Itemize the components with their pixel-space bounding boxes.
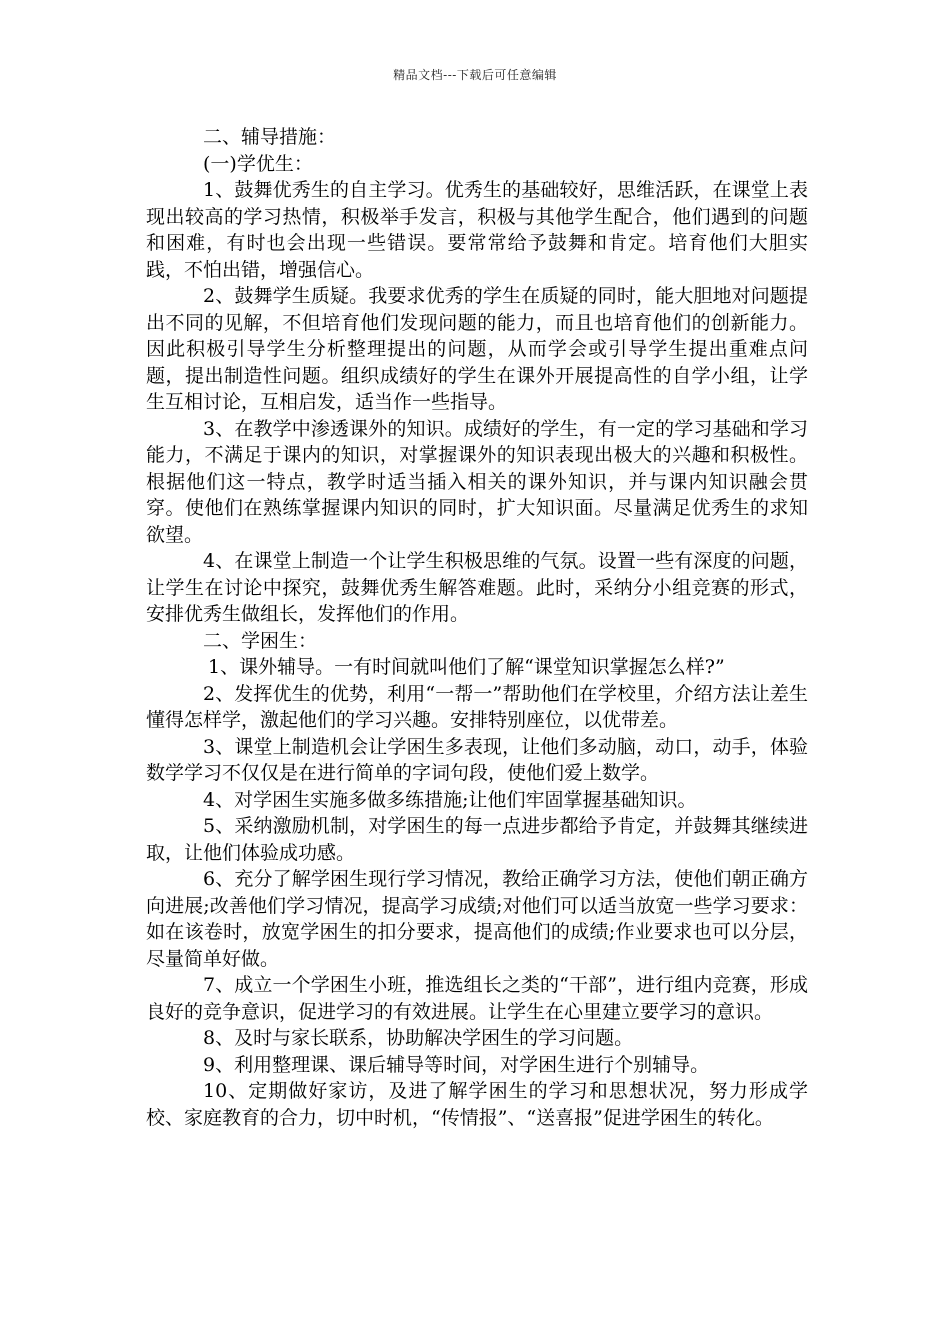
- paragraph: 2、鼓舞学生质疑。我要求优秀的学生在质疑的同时，能大胆地对问题提出不同的见解，不但培育他们发现问题的能力，而且也培育他们的创新能力。因此积极引导学生分析整理提出的问题，从而学会或引导学生提出重难点问题，提出制造性问题。组织成绩好的学生在课外开展提高性的自学小组，让学生互相讨论，互相启发，适当作一些指导。: [146, 285, 808, 413]
- paragraph: 5、采纳激励机制，对学困生的每一点进步都给予肯定，并鼓舞其继续进取，让他们体验成功感。: [146, 815, 808, 864]
- document-body: [146, 124, 808, 1131]
- paragraph: 4、对学困生实施多做多练措施;让他们牢固掌握基础知识。: [203, 788, 697, 811]
- paragraph: 2、发挥优生的优势，利用“一帮一”帮助他们在学校里，介绍方法让差生懂得怎样学，激起他们的学习兴趣。安排特别座位，以优带差。: [146, 682, 808, 731]
- paragraph: 1、课外辅导。一有时间就叫他们了解“课堂知识掌握怎么样?”: [208, 656, 725, 678]
- paragraph: 9、利用整理课、课后辅导等时间，对学困生进行个别辅导。: [203, 1053, 710, 1076]
- paragraph: 10、定期做好家访，及进了解学困生的学习和思想状况，努力形成学校、家庭教育的合力，切中时机，“传情报”、“送喜报”促进学困生的转化。: [146, 1080, 808, 1129]
- paragraph: 3、课堂上制造机会让学困生多表现，让他们多动脑，动口，动手，体验数学学习不仅仅是在进行简单的字词句段，使他们爱上数学。: [146, 735, 808, 784]
- paragraph: 4、在课堂上制造一个让学生积极思维的气氛。设置一些有深度的问题，让学生在讨论中探究，鼓舞优秀生解答难题。此时，采纳分小组竞赛的形式，安排优秀生做组长，发挥他们的作用。: [146, 550, 808, 625]
- subsection-heading-struggling-students: 二、学困生：: [203, 629, 318, 652]
- paragraph: 7、成立一个学困生小班，推选组长之类的“干部”，进行组内竞赛，形成良好的竞争意识，促进学习的有效进展。让学生在心里建立要学习的意识。: [146, 974, 808, 1023]
- header-watermark: 精品文档---下载后可任意编辑: [393, 68, 557, 82]
- paragraph: 3、在教学中渗透课外的知识。成绩好的学生，有一定的学习基础和学习能力，不满足于课内的知识，对掌握课外的知识表现出极大的兴趣和积极性。根据他们这一特点，教学时适当插入相关的课外知识，并与课内知识融会贯穿。使他们在熟练掌握课内知识的同时，扩大知识面。尽量满足优秀生的求知欲望。: [146, 417, 808, 546]
- paragraph: 1、鼓舞优秀生的自主学习。优秀生的基础较好，思维活跃，在课堂上表现出较高的学习热情，积极举手发言，积极与其他学生配合，他们遇到的问题和困难，有时也会出现一些错误。要常常给予鼓舞和肯定。培育他们大胆实践，不怕出错，增强信心。: [146, 179, 808, 281]
- subsection-heading-top-students: (一)学优生：: [203, 152, 313, 175]
- section-heading: 二、辅导措施：: [203, 126, 337, 148]
- paragraph: 8、及时与家长联系，协助解决学困生的学习问题。: [203, 1027, 634, 1049]
- paragraph: 6、充分了解学困生现行学习情况，教给正确学习方法，使他们朝正确方向进展;改善他们学习情况，提高学习成绩;对他们可以适当放宽一些学习要求：如在该卷时，放宽学困生的扣分要求，提高他们的成绩;作业要求也可以分层，尽量简单好做。: [146, 868, 808, 970]
